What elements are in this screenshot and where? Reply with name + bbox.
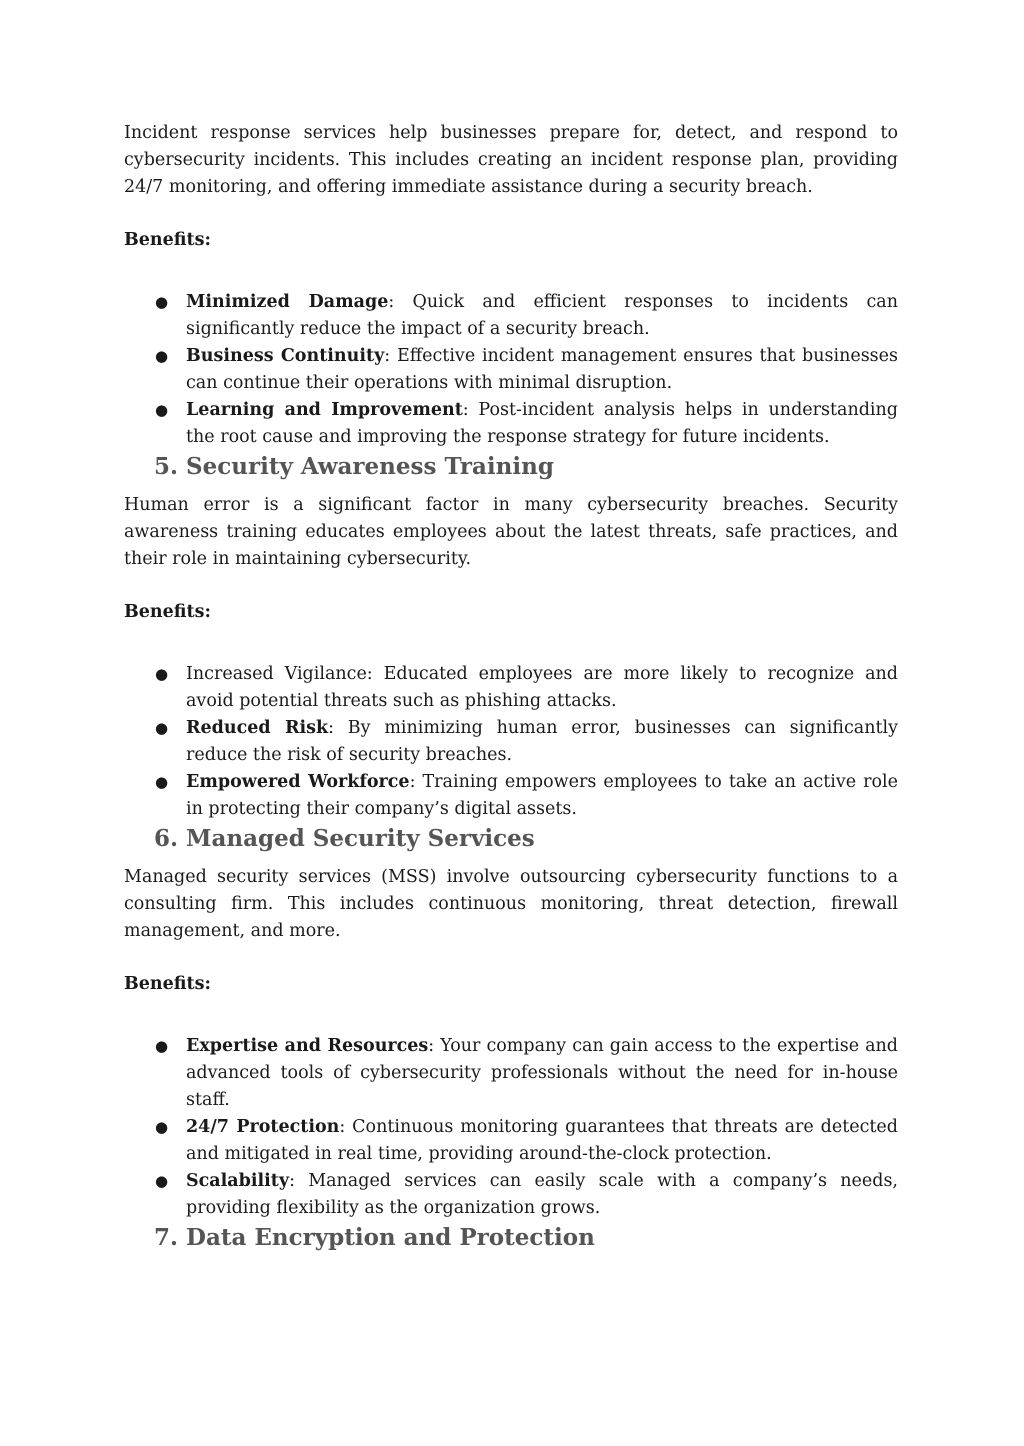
- bullet-term: Empowered Workforce: [186, 772, 410, 792]
- bullet-icon: ●: [155, 773, 169, 791]
- bullet-text: : Quick and efficient responses to incidents can significantly reduce the impact of a security breach.: [186, 292, 898, 339]
- list-item: [124, 343, 898, 397]
- bullet-icon: ●: [155, 401, 169, 419]
- bullet-term: Reduced Risk: [186, 718, 329, 738]
- list-item: [124, 769, 898, 823]
- benefits-label: Benefits:: [124, 602, 211, 622]
- section-paragraph: Human error is a significant factor in many cybersecurity breaches. Security awareness training educates employees about the latest threats, safe practices, and their role in maintaining cybersecurity.: [124, 495, 898, 569]
- benefits-label: Benefits:: [124, 230, 211, 250]
- bullet-icon: ●: [155, 719, 169, 737]
- bullet-text: : Your company can gain access to the expertise and advanced tools of cybersecurity professionals without the need for in-house staff.: [186, 1036, 898, 1110]
- list-item: [124, 1114, 898, 1168]
- intro-paragraph: Incident response services help businesses prepare for, detect, and respond to cybersecurity incidents. This includes creating an incident response plan, providing 24/7 monitoring, and offering immediate assistance during a security breach.: [124, 123, 898, 197]
- bullet-icon: ●: [155, 1118, 169, 1136]
- section-heading: [124, 1222, 898, 1253]
- list-item: [124, 289, 898, 343]
- benefits-list: [124, 661, 898, 823]
- section-number: 6.: [153, 825, 178, 852]
- bullet-term: Expertise and Resources: [186, 1036, 429, 1056]
- list-item: [124, 1033, 898, 1114]
- benefits-list: [124, 1033, 898, 1222]
- section-paragraph: Managed security services (MSS) involve outsourcing cybersecurity functions to a consulting firm. This includes continuous monitoring, threat detection, firewall management, and more.: [124, 867, 898, 941]
- bullet-text: Increased Vigilance: Educated employees are more likely to recognize and avoid potential threats such as phishing attacks.: [186, 664, 898, 711]
- benefits-list: [124, 289, 898, 451]
- bullet-text: : By minimizing human error, businesses can significantly reduce the risk of security breaches.: [186, 718, 898, 765]
- bullet-text: : Effective incident management ensures that businesses can continue their operations with minimal disruption.: [186, 346, 898, 393]
- bullet-term: Learning and Improvement: [186, 400, 463, 420]
- bullet-term: Scalability: [186, 1171, 290, 1191]
- section-title: Security Awareness Training: [186, 453, 554, 480]
- bullet-term: Business Continuity: [186, 346, 385, 366]
- list-item: [124, 661, 898, 715]
- section-title: Data Encryption and Protection: [186, 1224, 595, 1251]
- bullet-icon: ●: [155, 1172, 169, 1190]
- bullet-icon: ●: [155, 1037, 169, 1055]
- bullet-icon: ●: [155, 665, 169, 683]
- bullet-text: : Continuous monitoring guarantees that threats are detected and mitigated in real time, providing around-the-clock protection.: [186, 1117, 898, 1164]
- bullet-text: : Training empowers employees to take an active role in protecting their company’s digital assets.: [186, 772, 898, 819]
- section-heading: [124, 823, 898, 854]
- section-number: 5.: [153, 453, 178, 480]
- bullet-icon: ●: [155, 347, 169, 365]
- list-item: [124, 715, 898, 769]
- bullet-text: : Post-incident analysis helps in understanding the root cause and improving the response strategy for future incidents.: [186, 400, 898, 447]
- bullet-term: Minimized Damage: [186, 292, 389, 312]
- section-number: 7.: [153, 1224, 178, 1251]
- bullet-text: : Managed services can easily scale with a company’s needs, providing flexibility as the organization grows.: [186, 1171, 898, 1218]
- list-item: [124, 397, 898, 451]
- section-heading: [124, 451, 898, 482]
- document-page: [124, 120, 898, 1253]
- bullet-icon: ●: [155, 293, 169, 311]
- list-item: [124, 1168, 898, 1222]
- benefits-label: Benefits:: [124, 974, 211, 994]
- section-title: Managed Security Services: [186, 825, 535, 852]
- bullet-term: 24/7 Protection: [186, 1117, 340, 1137]
